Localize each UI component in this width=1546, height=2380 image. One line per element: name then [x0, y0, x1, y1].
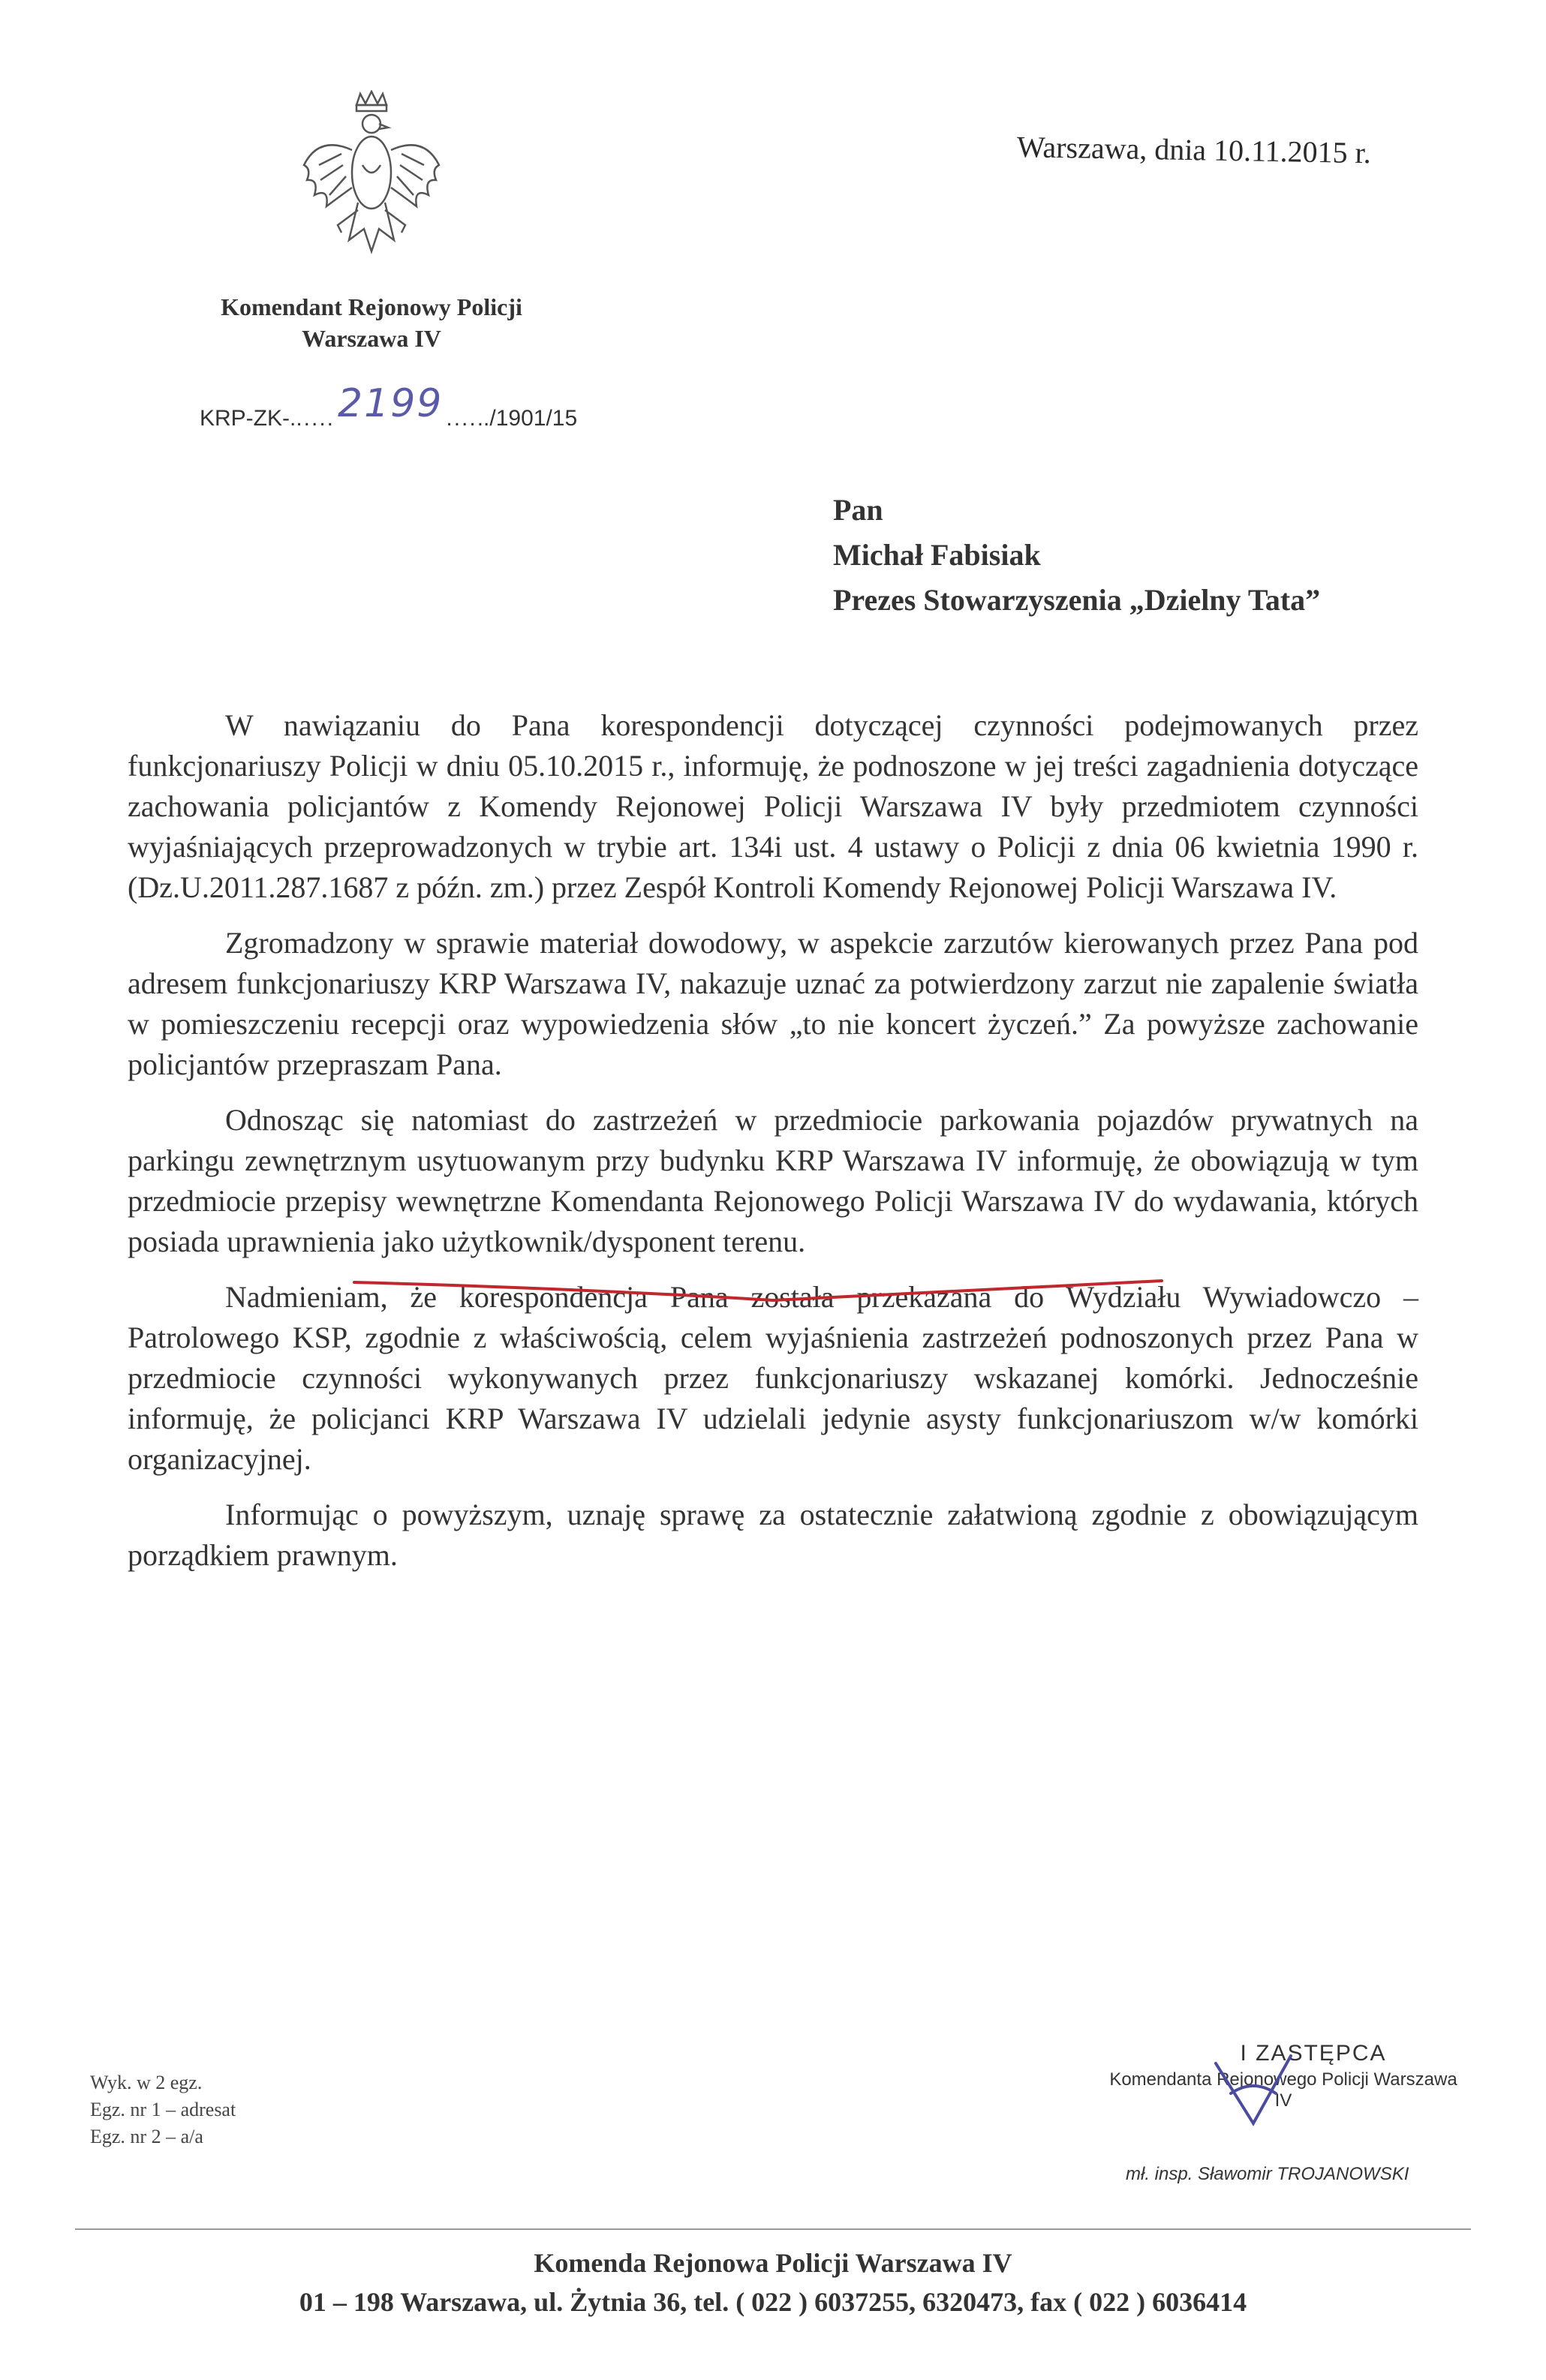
- recipient-block: [833, 488, 1320, 623]
- body-paragraph-3: Odnosząc się natomiast do zastrzeżeń w przedmiocie parkowania pojazdów prywatnych na parkingu zewnętrznym usytuowanym przy budynku KRP Warszawa IV informuję, że obowiązują w tym przedmiocie przepisy wewnętrzne Komendanta Rejonowego Policji Warszawa IV do wydawania, których posiada uprawnienia jako użytkownik/dysponent terenu.: [128, 1103, 1418, 1258]
- footer-divider: [75, 2228, 1471, 2230]
- handwritten-signature-icon: [1208, 2048, 1298, 2138]
- footer-institution: Komenda Rejonowa Policji Warszawa IV: [534, 2248, 1012, 2278]
- copies-note: [90, 2069, 236, 2150]
- reference-prefix: KRP-ZK-.: [200, 406, 296, 431]
- letter-body: [128, 705, 1418, 1591]
- body-paragraph-5: Informując o powyższym, uznaję sprawę za ostatecznie załatwioną zgodnie z obowiązującym porządkiem prawnym.: [128, 1498, 1418, 1572]
- issuer-header: [191, 291, 552, 354]
- recipient-name: Michał Fabisiak: [833, 538, 1041, 572]
- polish-eagle-emblem-icon: [296, 90, 447, 270]
- copies-line-3: Egz. nr 2 – a/a: [90, 2126, 203, 2147]
- recipient-salutation: Pan: [833, 493, 883, 527]
- recipient-position: Prezes Stowarzyszenia „Dzielny Tata”: [833, 583, 1321, 617]
- issuer-title: Komendant Rejonowy Policji: [221, 293, 522, 320]
- copies-line-2: Egz. nr 1 – adresat: [90, 2099, 236, 2120]
- footer-contact: 01 – 198 Warszawa, ul. Żytnia 36, tel. ( 022 ) 6037255, 6320473, fax ( 022 ) 6036414: [299, 2287, 1247, 2317]
- place-date-line: Warszawa, dnia 10.11.2015 r.: [1016, 130, 1372, 170]
- signatory-title: I ZASTĘPCA: [1240, 2041, 1387, 2066]
- issuer-unit: Warszawa IV: [302, 325, 441, 352]
- reference-suffix: ../1901/15: [477, 406, 578, 431]
- body-paragraph-1: W nawiązaniu do Pana korespondencji dotyczącej czynności podejmowanych przez funkcjonariuszy Policji w dniu 05.10.2015 r., informuję, że podnoszone w jej treści zagadnienia dotyczące zachowania policjantów z Komendy Rejonowej Policji Warszawa IV były przedmiotem czynności wyjaśniających przeprowadzonych w trybie art. 134i ust. 4 ustawy o Policji z dnia 06 kwietnia 1990 r. (Dz.U.2011.287.1687 z późn. zm.) przez Zespół Kontroli Komendy Rejonowej Policji Warszawa IV.: [128, 708, 1418, 904]
- signatory-office: Komendanta Rejonowego Policji Warszawa IV: [1109, 2069, 1457, 2111]
- body-paragraph-2: Zgromadzony w sprawie materiał dowodowy, w aspekcie zarzutów kierowanych przez Pana pod adresem funkcjonariuszy KRP Warszawa IV, nakazuje uznać za potwierdzony zarzut nie zapalenie światła w pomieszczeniu recepcji oraz wypowiedzenia słów „to nie koncert życzeń.” Za powyższe zachowanie policjantów przepraszam Pana.: [128, 926, 1418, 1081]
- reference-handwritten-number: 2199: [338, 381, 444, 426]
- handdrawn-red-underline: [353, 1278, 1163, 1303]
- reference-number: KRP-ZK-......2199 ....../1901/15: [200, 381, 578, 431]
- signatory-name: mł. insp. Sławomir TROJANOWSKI: [1126, 2164, 1409, 2184]
- body-paragraph-4: Nadmieniam, że korespondencja Pana została przekazana do Wydziału Wywiadowczo – Patrolowego KSP, zgodnie z właściwością, celem wyjaśnienia zastrzeżeń podnoszonych przez Pana w przedmiocie czynności wykonywanych przez funkcjonariuszy wskazanej komórki. Jednocześnie informuję, że policjanci KRP Warszawa IV udzielali jedynie asysty funkcjonariuszom w/w komórki organizacyjnej.: [128, 1280, 1418, 1476]
- copies-line-1: Wyk. w 2 egz.: [90, 2072, 203, 2093]
- footer-address: [75, 2243, 1471, 2321]
